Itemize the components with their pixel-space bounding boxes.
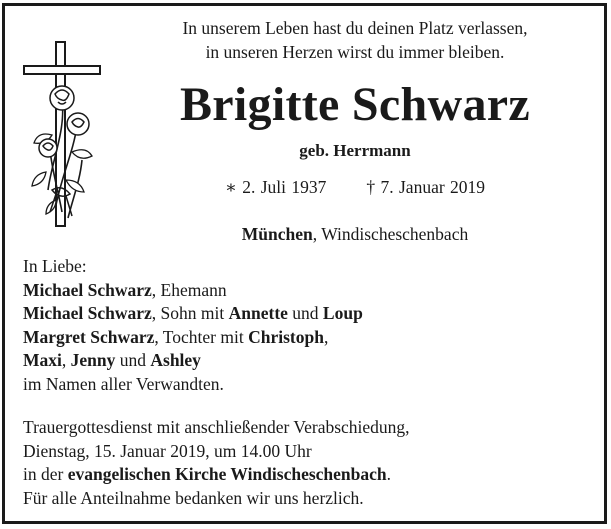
mourner-name: Jenny xyxy=(70,350,116,370)
service-location xyxy=(23,463,583,487)
maiden-name: geb. Herrmann xyxy=(299,141,411,160)
mourner-relation: , xyxy=(61,350,71,370)
mourner-relation: , Ehemann xyxy=(151,279,227,300)
mourner-name: Margret Schwarz xyxy=(23,326,155,347)
mourners xyxy=(23,255,583,396)
mourner-relation: , Tochter mit xyxy=(154,326,249,347)
birth-date: ∗ 2. Juli 1937 xyxy=(224,177,327,197)
mourner-name: Annette xyxy=(228,303,288,323)
service-line: Trauergottesdienst mit anschließender Verabschiedung, xyxy=(23,417,410,437)
mourner-relation: , xyxy=(323,326,329,347)
place-town: , Windischeschenbach xyxy=(312,224,469,244)
thanks-line: Für alle Anteilnahme bedanken wir uns herzlich. xyxy=(23,487,364,508)
service-date: Dienstag, 15. Januar 2019, um 14.00 Uhr xyxy=(23,440,312,461)
mourner-name: Maxi xyxy=(23,350,62,370)
place xyxy=(120,222,590,246)
verse-line: In unserem Leben hast du deinen Platz verlassen, xyxy=(182,18,528,38)
deceased-name: Brigitte Schwarz xyxy=(179,78,531,131)
mourner-name: Ashley xyxy=(150,350,201,370)
mourner-relation: und xyxy=(115,350,151,370)
mourner-relation: und xyxy=(287,303,323,323)
cross-with-roses-icon xyxy=(22,40,106,230)
life-dates xyxy=(120,175,590,199)
mourner-name: Loup xyxy=(322,303,363,323)
service-location-suffix: . xyxy=(386,464,392,484)
mourner-line xyxy=(23,279,583,303)
place-city: München xyxy=(241,224,313,244)
church-name: evangelischen Kirche Windischeschenbach xyxy=(67,464,387,484)
mourner-line xyxy=(23,349,583,373)
service-info xyxy=(23,416,583,510)
death-date: † 7. Januar 2019 xyxy=(366,177,486,197)
mourner-name: Christoph xyxy=(248,326,324,347)
service-location-prefix: in der xyxy=(23,464,68,484)
mourner-name: Michael Schwarz xyxy=(23,279,152,300)
mourners-intro: In Liebe: xyxy=(23,256,87,276)
mourner-name: Michael Schwarz xyxy=(23,303,152,323)
verse-line: in unseren Herzen wirst du immer bleiben. xyxy=(205,42,505,62)
mourner-line xyxy=(23,302,583,326)
mourner-line xyxy=(23,326,583,350)
mourner-relation: , Sohn mit xyxy=(151,303,229,323)
mourners-closing: im Namen aller Verwandten. xyxy=(23,373,224,394)
verse xyxy=(120,16,590,64)
